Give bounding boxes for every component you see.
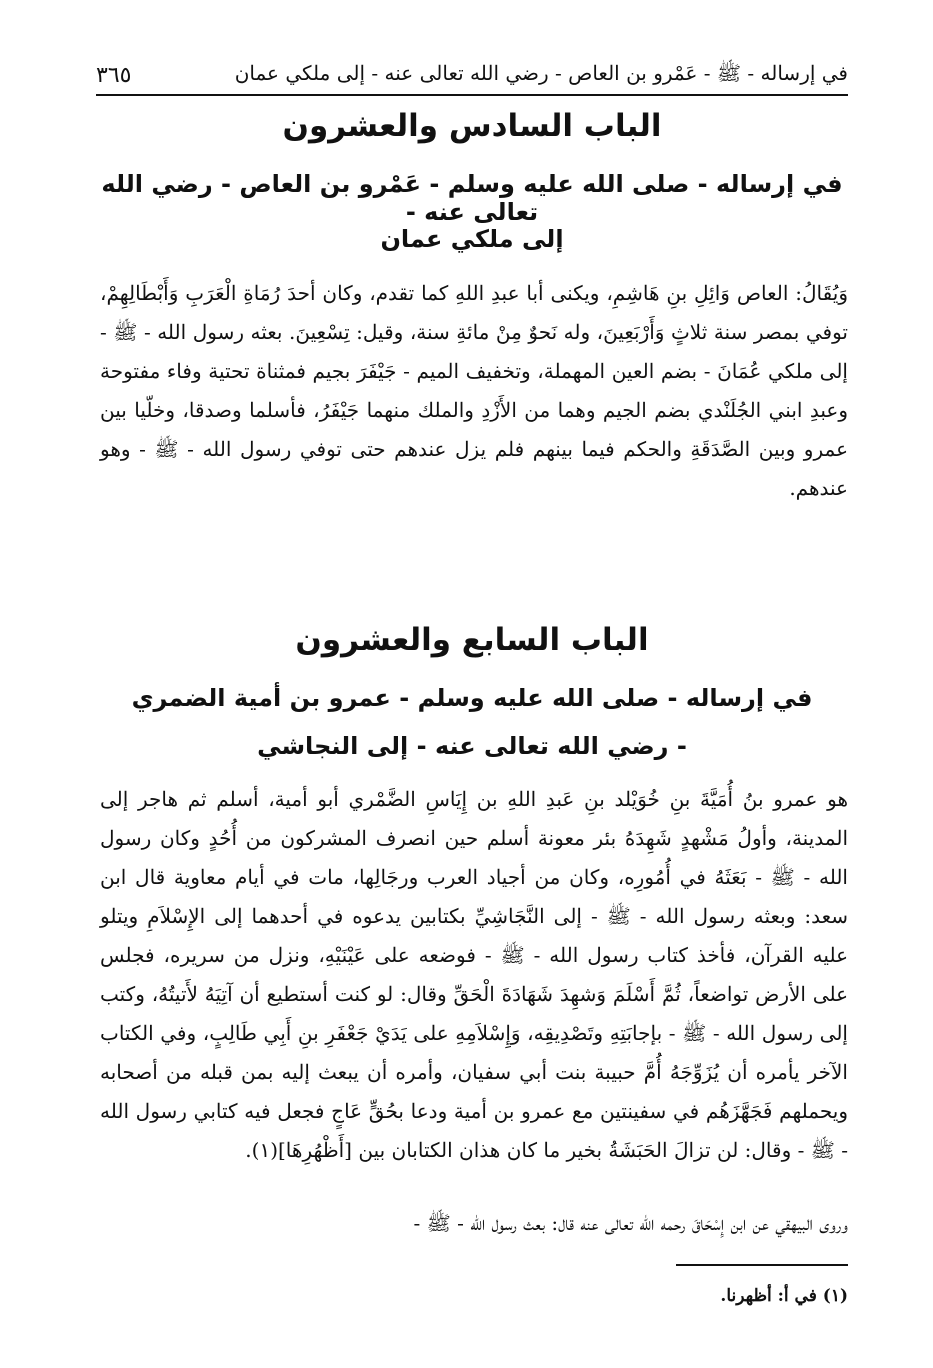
- chapter-26-subtitle-line1: في إرساله - صلى الله عليه وسلم - عَمْرو بن العاص - رضي الله تعالى عنه -: [101, 170, 843, 226]
- footnote-divider: [676, 1264, 848, 1266]
- chapter-27-paragraph: هو عمرو بنُ أُمَيَّةَ بنِ خُوَيْلد بنِ عَبدِ اللهِ بن إِيَاسِ الضَّمْري أبو أمية، أسلم ثم هاجر إلى المدينة، وأولُ مَشْهدٍ شَهِدَهُ بئر معونة أسلم حين انصرف المشركون من أُحُدٍ وكان رسول الله - ﷺ - بَعَثَهُ في أُمُورِه، وكان من أجياد العرب ورجَالِها، مات في أيام معاوية قال ابن سعد: وبعثه رسول الله - ﷺ - إلى النَّجَاشِيِّ بكتابين يدعوه في أحدهما إلى الإِسْلاَمِ ويتلو عليه القرآن، فأخذ كتاب رسول الله - ﷺ - فوضعه على عَيْنَيْهِ، ونزل من سريره، فجلس على الأرض تواضعاً، ثُمَّ أَسْلَمَ وَشهِدَ شَهَادَةَ الْحَقِّ وقال: لو كنت أستطيع أن آتِيَهُ لأَتيتُهُ، وكتب إلى رسول الله - ﷺ - بإجابَتِهِ وتَصْدِيقِه، وَإِسْلاَمِهِ على يَدَيْ جَعْفَرِ بنِ أَبِي طَالِبٍ، وفي الكتاب الآخر يأمره أن يُزَوِّجَهُ أُمَّ حبيبة بنت أبي سفيان، وأمره أن يبعث إليه بمن قبله من أصحابه ويحملهم فَجَهَّزَهُم في سفينتين مع عمرو بن أمية ودعا بحُقٍّ عَاجٍ فجعل فيه كتابي رسول الله - ﷺ - وقال: لن تزالَ الحَبَشَةُ بخير ما كان هذان الكتابان بين [أَظْهُرِهَا](١).: [100, 787, 848, 1162]
- chapter-26-subtitle-line2: إلى ملكي عمان: [380, 225, 564, 253]
- page-number: ٣٦٥: [96, 62, 132, 88]
- chapter-27-paragraph-2: وروى البيهقي عن ابن إِسْحَاقَ رحمه الله تعالى عنه قال: بعث رسول الله - ﷺ -: [413, 1211, 848, 1235]
- chapter-26-paragraph: وَيُقَالُ: العاص وَائِلِ بنِ هَاشِمِ، ويكنى أبا عبدِ اللهِ كما تقدم، وكان أحدَ رُمَاةِ الْعَرَبِ وَأَبْطَالِهِمْ، توفي بمصر سنة ثلاثٍ وَأَرْبَعِينَ، وله نَحوٌ مِنْ مائةِ سنة، وقيل: تِسْعِينَ. بعثه رسول الله - ﷺ - إلى ملكي عُمَانَ - بضم العين المهملة، وتخفيف الميم - جَيْفَرَ بجيم فمثناة تحتية وفاء مفتوحة وعبدِ ابني الجُلَنْدي بضم الجيم وهما من الأَزْدِ والملك منهما جَيْفَرُ، فأسلما وصدقا، وخلّيا بين عمرو وبين الصَّدَقَةِ والحكم فيما بينهم فلم يزل عندهم حتى توفي رسول الله - ﷺ - وهو عندهم.: [100, 281, 848, 500]
- running-header: [96, 56, 848, 96]
- running-header-title: في إرساله - ﷺ - عَمْرو بن العاص - رضي الله تعالى عنه - إلى ملكي عمان: [234, 60, 848, 85]
- chapter-26-title: الباب السادس والعشرون: [282, 108, 662, 144]
- footnote: (١) في أ: أظهرنا.: [720, 1286, 848, 1306]
- chapter-27-title: الباب السابع والعشرون: [295, 622, 649, 658]
- chapter-27-subtitle-line2: - رضي الله تعالى عنه - إلى النجاشي: [257, 732, 687, 760]
- chapter-27-subtitle-line1: في إرساله - صلى الله عليه وسلم - عمرو بن أمية الضمري: [131, 684, 813, 712]
